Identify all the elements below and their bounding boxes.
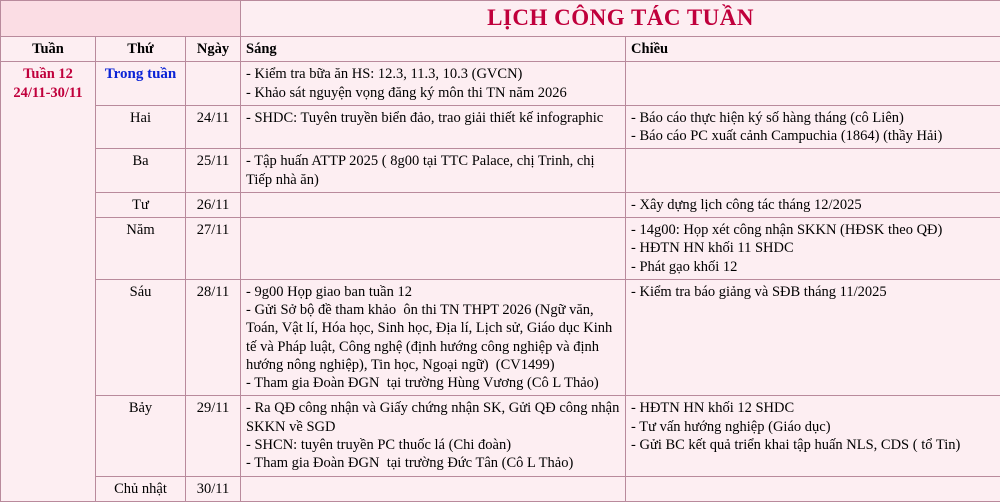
morning-line: - Khảo sát nguyện vọng đăng ký môn thi TN năm 2026 [246,84,620,102]
header-week: Tuần [1,36,96,61]
week-label-cell [1,62,96,502]
afternoon-cell [626,279,1000,396]
day-cell: Sáu [96,279,186,396]
date-cell: 27/11 [186,218,241,280]
morning-line: - Gửi Sở bộ đề tham khảo ôn thi TN THPT 2026 (Ngữ văn, Toán, Vật lí, Hóa học, Sinh học, Địa lí, Lịch sử, Giáo dục Kinh tế và Pháp luật, Công nghệ (định hướng công nghiệp và định hướng nông nghiệp), Tin học, Ngoại ngữ) (CV1499) [246,301,620,374]
morning-line: - Tập huấn ATTP 2025 ( 8g00 tại TTC Palace, chị Trinh, chị Tiếp nhà ăn) [246,152,620,189]
day-cell: Bảy [96,396,186,476]
date-cell: 29/11 [186,396,241,476]
morning-cell [241,396,626,476]
afternoon-line: - 14g00: Họp xét công nhận SKKN (HĐSK theo QĐ) [631,221,995,239]
morning-cell [241,62,626,106]
table-row [1,192,1000,217]
table-row [1,396,1000,476]
morning-line: - Ra QĐ công nhận và Giấy chứng nhận SK, Gửi QĐ công nhận SKKN về SGD [246,399,620,436]
header-date: Ngày [186,36,241,61]
morning-cell [241,149,626,193]
table-row [1,149,1000,193]
table-row [1,279,1000,396]
date-cell: 26/11 [186,192,241,217]
afternoon-line: - Báo cáo PC xuất cảnh Campuchia (1864) (thầy Hải) [631,127,995,145]
date-cell: 30/11 [186,476,241,501]
afternoon-cell [626,105,1000,149]
day-cell: Hai [96,105,186,149]
afternoon-cell [626,218,1000,280]
morning-cell [241,105,626,149]
date-cell [186,62,241,106]
week-range: 24/11-30/11 [6,84,90,102]
title-left-spacer [1,1,241,37]
day-cell: Ba [96,149,186,193]
morning-line: - SHDC: Tuyên truyền biển đảo, trao giải thiết kế infographic [246,109,620,127]
table-row [1,476,1000,501]
morning-cell [241,192,626,217]
afternoon-cell [626,149,1000,193]
afternoon-line: - Kiểm tra báo giảng và SĐB tháng 11/2025 [631,283,995,301]
afternoon-line: - Phát gạo khối 12 [631,258,995,276]
afternoon-line: - HĐTN HN khối 12 SHDC [631,399,995,417]
day-cell [96,62,186,106]
title-row [1,1,1000,37]
day-cell: Năm [96,218,186,280]
week-number: Tuần 12 [6,65,90,83]
afternoon-cell [626,396,1000,476]
afternoon-cell [626,192,1000,217]
table-header-row [1,36,1000,61]
table-row [1,218,1000,280]
morning-cell [241,218,626,280]
day-cell: Tư [96,192,186,217]
table-row [1,62,1000,106]
day-cell: Chủ nhật [96,476,186,501]
header-afternoon: Chiều [626,36,1000,61]
afternoon-cell [626,476,1000,501]
morning-line: - 9g00 Họp giao ban tuần 12 [246,283,620,301]
page-title: LỊCH CÔNG TÁC TUẦN [487,5,754,30]
table-row [1,105,1000,149]
morning-cell [241,279,626,396]
morning-cell [241,476,626,501]
afternoon-line: - Báo cáo thực hiện ký số hàng tháng (cô Liên) [631,109,995,127]
afternoon-cell [626,62,1000,106]
afternoon-line: - Tư vấn hướng nghiệp (Giáo dục) [631,418,995,436]
morning-line: - Kiểm tra bữa ăn HS: 12.3, 11.3, 10.3 (GVCN) [246,65,620,83]
afternoon-line: - HĐTN HN khối 11 SHDC [631,239,995,257]
morning-line: - Tham gia Đoàn ĐGN tại trường Hùng Vương (Cô L Thảo) [246,374,620,392]
afternoon-line: - Xây dựng lịch công tác tháng 12/2025 [631,196,995,214]
header-day: Thứ [96,36,186,61]
date-cell: 28/11 [186,279,241,396]
morning-line: - Tham gia Đoàn ĐGN tại trường Đức Tân (Cô L Thảo) [246,454,620,472]
title-cell [241,1,1000,37]
day-label: Trong tuần [105,66,177,82]
afternoon-line: - Gửi BC kết quả triển khai tập huấn NLS, CDS ( tổ Tin) [631,436,995,454]
date-cell: 24/11 [186,105,241,149]
morning-line: - SHCN: tuyên truyền PC thuốc lá (Chi đoàn) [246,436,620,454]
date-cell: 25/11 [186,149,241,193]
header-morning: Sáng [241,36,626,61]
